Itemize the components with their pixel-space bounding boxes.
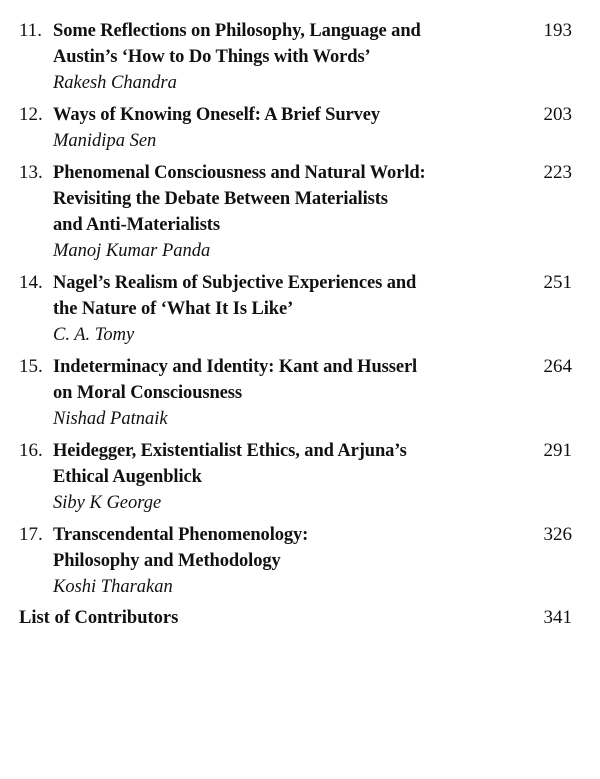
chapter-title <box>53 438 483 490</box>
chapter-number: 15. <box>19 356 43 377</box>
chapter-author: Rakesh Chandra <box>53 73 177 93</box>
toc-entry-17 <box>0 522 600 600</box>
chapter-page-number: 264 <box>543 356 572 377</box>
chapter-author: C. A. Tomy <box>53 325 135 345</box>
chapter-title-line: Heidegger, Existentialist Ethics, and Arjuna’s <box>53 441 407 461</box>
chapter-author: Siby K George <box>53 493 162 513</box>
chapter-title-line: Transcendental Phenomenology: <box>53 525 309 545</box>
chapter-title <box>53 522 483 574</box>
chapter-title-line: Ethical Augenblick <box>53 467 202 487</box>
chapter-title <box>53 354 483 406</box>
toc-entry-contributors <box>0 605 600 631</box>
chapter-title-line: Revisiting the Debate Between Materialists <box>53 189 388 209</box>
chapter-title <box>53 160 483 238</box>
toc-entry-12 <box>0 102 600 154</box>
contributors-page-number: 341 <box>543 607 572 628</box>
chapter-author: Koshi Tharakan <box>53 577 173 597</box>
chapter-title-line: Philosophy and Methodology <box>53 551 281 571</box>
chapter-page-number: 223 <box>543 162 572 183</box>
contributors-label: List of Contributors <box>19 608 179 628</box>
chapter-number: 11. <box>19 20 43 41</box>
chapter-title-line: Phenomenal Consciousness and Natural World: <box>53 163 426 183</box>
chapter-number: 16. <box>19 440 43 461</box>
chapter-title-line: Indeterminacy and Identity: Kant and Husserl <box>53 357 418 377</box>
chapter-page-number: 326 <box>543 524 572 545</box>
toc-entry-13 <box>0 160 600 264</box>
chapter-title-line: and Anti-Materialists <box>53 215 220 235</box>
chapter-title-line: Some Reflections on Philosophy, Language and <box>53 21 421 41</box>
chapter-page-number: 251 <box>543 272 572 293</box>
chapter-page-number: 193 <box>543 20 572 41</box>
toc-entry-14 <box>0 270 600 348</box>
chapter-number: 13. <box>19 162 43 183</box>
chapter-author: Nishad Patnaik <box>53 409 168 429</box>
chapter-title-line: the Nature of ‘What It Is Like’ <box>53 299 294 319</box>
chapter-author: Manidipa Sen <box>53 131 157 151</box>
chapter-page-number: 203 <box>543 104 572 125</box>
chapter-author: Manoj Kumar Panda <box>53 241 211 261</box>
chapter-title <box>53 102 483 128</box>
chapter-title-line: Nagel’s Realism of Subjective Experiences and <box>53 273 417 293</box>
toc-entry-16 <box>0 438 600 516</box>
chapter-title-line: Ways of Knowing Oneself: A Brief Survey <box>53 105 381 125</box>
chapter-page-number: 291 <box>543 440 572 461</box>
toc-entry-15 <box>0 354 600 432</box>
chapter-title <box>53 270 483 322</box>
chapter-number: 12. <box>19 104 43 125</box>
chapter-number: 14. <box>19 272 43 293</box>
chapter-title-line: on Moral Consciousness <box>53 383 242 403</box>
chapter-title <box>53 18 483 70</box>
toc-entry-11 <box>0 18 600 96</box>
chapter-title-line: Austin’s ‘How to Do Things with Words’ <box>53 47 371 67</box>
chapter-number: 17. <box>19 524 43 545</box>
